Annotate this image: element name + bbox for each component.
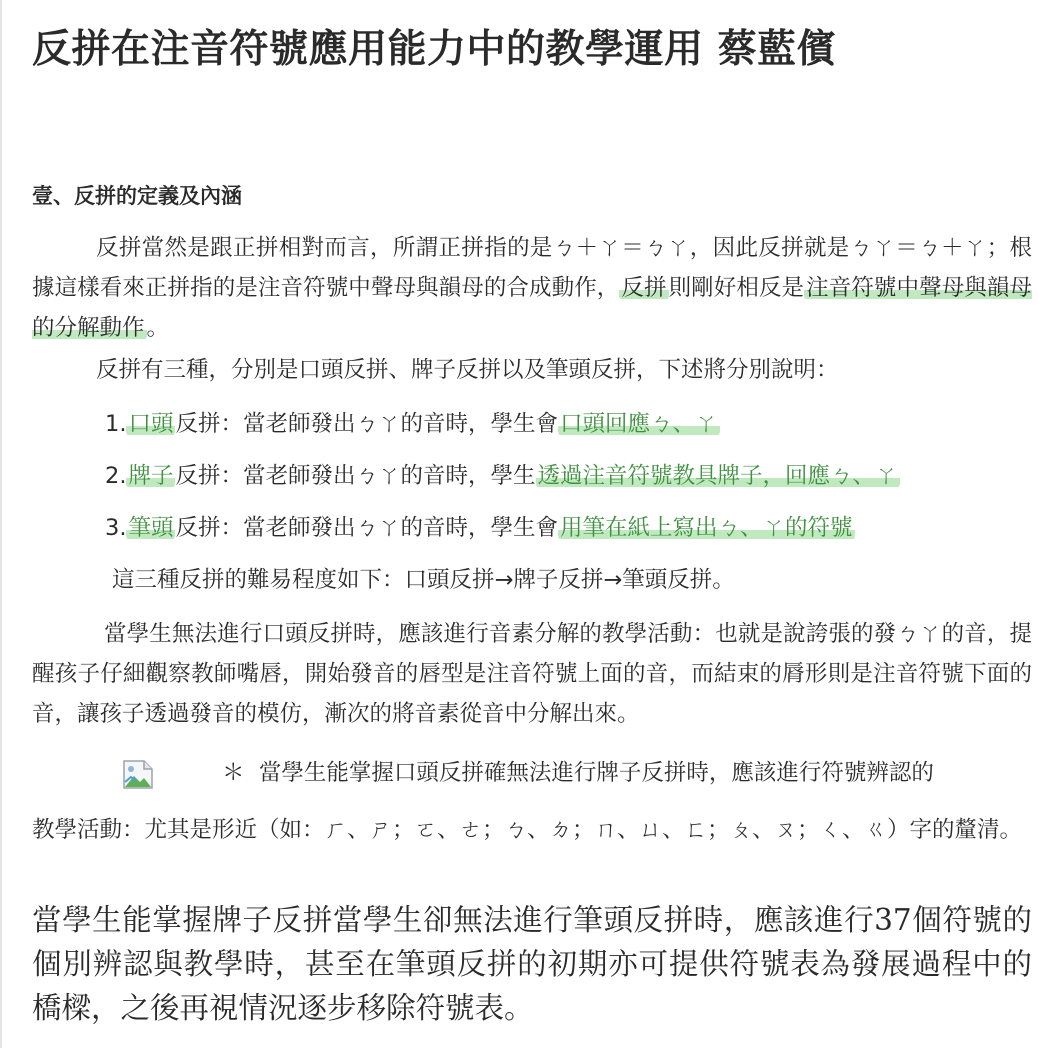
list-item <box>105 404 720 444</box>
symbol-recognition-text: 當學生能掌握口頭反拼確無法進行牌子反拼時，應該進行符號辨認的 <box>258 760 934 786</box>
phoneme-paragraph: 當學生無法進行口頭反拼時，應該進行音素分解的教學活動：也就是說誇張的發ㄅㄚ的音，提醒孩子仔細觀察教師嘴唇，開始發音的唇型是注音符號上面的音，而結束的脣形則是注音符號下面的音，讓孩子透過發音的模仿，漸次的將音素從音中分解出來。 <box>32 621 1032 727</box>
list-text: 反拼：當老師發出ㄅㄚ的音時，學生會 <box>175 515 558 541</box>
definition-paragraph <box>32 228 1032 348</box>
highlight-decomposition: 注音符號中聲母與韻母的分解動作 <box>32 275 1032 341</box>
final-paragraph: 當學生能掌握牌子反拼當學生卻無法進行筆頭反拼時，應該進行37個符號的個別辨認與教學時，甚至在筆頭反拼的初期亦可提供符號表為發展過程中的橋樑，之後再視情況逐步移除符號表。 <box>32 903 1032 1025</box>
types-intro-paragraph: 反拼有三種，分別是口頭反拼、牌子反拼以及筆頭反拼，下述將分別說明： <box>96 357 839 383</box>
list-text: 反拼：當老師發出ㄅㄚ的音時，學生會 <box>175 411 558 437</box>
page-edge <box>0 0 2 1048</box>
list-term: 牌子 <box>128 463 174 489</box>
list-highlight: 口頭回應ㄅ、ㄚ <box>560 411 718 437</box>
symbol-recognition-continued: 教學活動：尤其是形近（如：ㄏ、ㄕ；ㄛ、ㄜ；ㄅ、ㄉ；ㄇ、ㄩ、ㄈ；ㄆ、ㄡ；ㄑ、ㄍ）字的釐清。 <box>32 817 1023 843</box>
list-highlight: 透過注音符號教具牌子，回應ㄅ、ㄚ <box>537 463 898 489</box>
list-highlight: 用筆在紙上寫出ㄅ、ㄚ的符號 <box>560 515 853 541</box>
definition-period: 。 <box>146 315 170 341</box>
list-item <box>105 456 900 496</box>
list-item <box>105 508 855 548</box>
definition-text: 反拼當然是跟正拼相對而言，所謂正拼指的是ㄅ＋ㄚ＝ㄅㄚ，因此反拼就是ㄅㄚ＝ㄅ＋ㄚ；根據這樣看來正拼指的是注音符號中聲母與韻母的合成動作， <box>32 235 1032 301</box>
difficulty-order-line: 這三種反拼的難易程度如下：口頭反拼→牌子反拼→筆頭反拼。 <box>112 567 735 593</box>
highlight-fanpin: 反拼 <box>621 275 667 301</box>
broken-image-icon <box>122 758 154 790</box>
list-term: 口頭 <box>128 411 174 437</box>
section-heading: 壹、反拼的定義及內涵 <box>32 184 242 208</box>
list-number: 1. <box>105 411 127 437</box>
list-text: 反拼：當老師發出ㄅㄚ的音時，學生 <box>175 463 536 489</box>
list-term: 筆頭 <box>128 515 174 541</box>
list-number: 2. <box>105 463 127 489</box>
asterisk: ＊ <box>222 760 245 786</box>
definition-text-2: 則剛好相反是 <box>668 275 805 301</box>
symbol-recognition-line <box>222 753 934 793</box>
page-title: 反拼在注音符號應用能力中的教學運用 蔡藍儐 <box>32 27 837 72</box>
list-number: 3. <box>105 515 127 541</box>
